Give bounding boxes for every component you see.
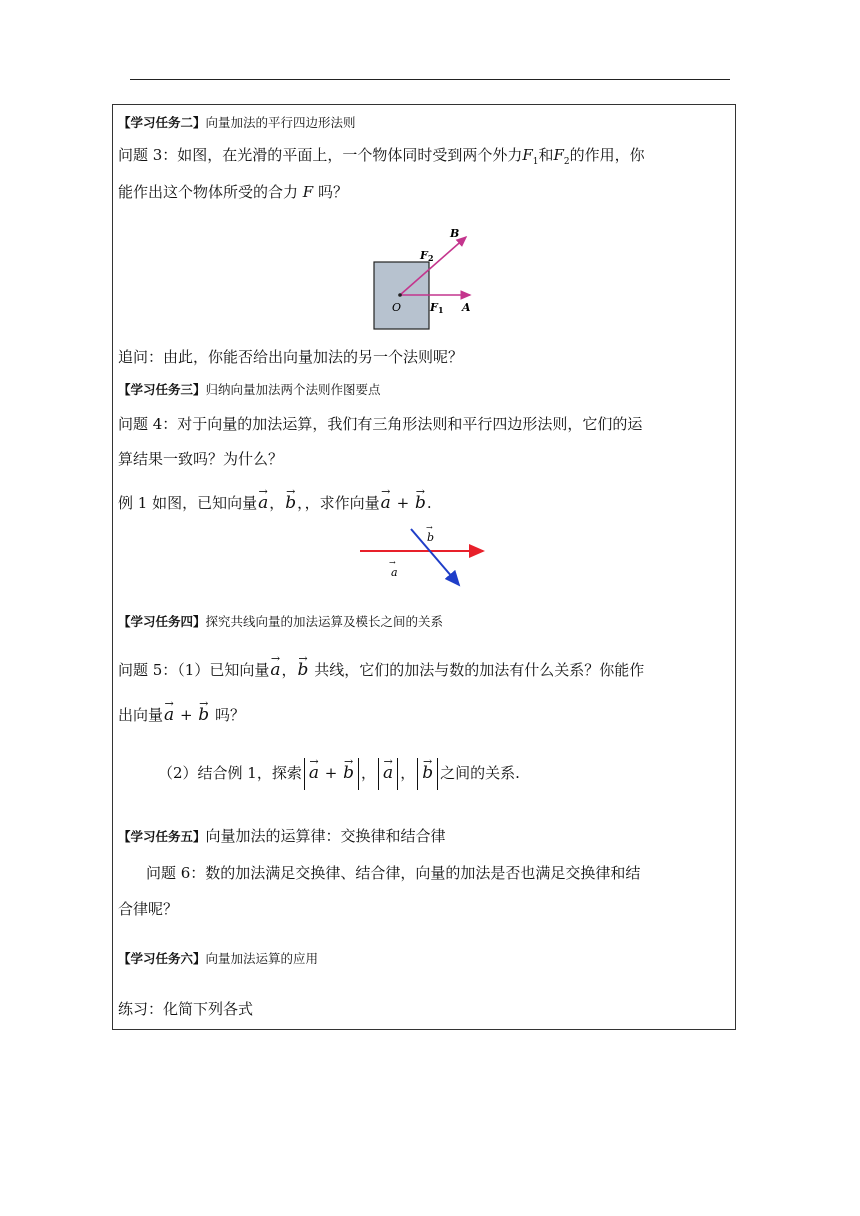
task2-tag: 【学习任务二】	[118, 115, 206, 130]
task5-heading: 【学习任务五】向量加法的运算律：交换律和结合律	[118, 827, 446, 845]
question-5-line1: 问题 5：（1）已知向量→ a，→ b 共线，它们的加法与数的加法有什么关系？你能作	[118, 660, 644, 680]
svg-text:2: 2	[428, 253, 434, 263]
header-rule	[130, 79, 730, 80]
figure-label-b: b	[427, 531, 435, 544]
question-4-line2: 算结果一致吗？为什么？	[118, 450, 284, 468]
origin-point	[398, 293, 402, 297]
label-f2: F	[420, 249, 428, 262]
example-figure	[355, 520, 495, 592]
question-3-line1: 问题 3：如图，在光滑的平面上，一个物体同时受到两个外力$F_1$和$F_2$的作用，你	[118, 146, 645, 167]
label-a: A	[462, 301, 471, 314]
vector-a: → a	[258, 493, 268, 513]
practice-line: 练习：化简下列各式	[118, 1000, 254, 1018]
vector-b-arrow	[411, 529, 459, 585]
vector-b: → b	[285, 493, 296, 513]
svg-text:→: →	[389, 558, 396, 567]
label-f1: F	[430, 301, 438, 314]
followup-question: 追问：由此，你能否给出向量加法的另一个法则呢？	[118, 348, 464, 366]
question-3-line2: 能作出这个物体所受的合力 F 吗？	[118, 183, 349, 201]
question-5-part2: （2）结合例 1，探索→ a + → b ，→ a ，→ b 之间的关系.	[158, 758, 520, 790]
abs-a: → a	[378, 758, 398, 790]
label-o: O	[392, 301, 402, 314]
task6-heading: 【学习任务六】向量加法运算的应用	[118, 951, 319, 966]
svg-text:1: 1	[438, 305, 444, 315]
task4-heading: 【学习任务四】探究共线向量的加法运算及模长之间的关系	[118, 614, 444, 629]
abs-b: → b	[417, 758, 438, 790]
question-6-line2: 合律呢？	[118, 900, 179, 918]
question-5-line2: 出向量→ a + → b 吗？	[118, 705, 245, 725]
task3-heading: 【学习任务三】归纳向量加法两个法则作图要点	[118, 382, 381, 397]
figure-label-a: a	[391, 566, 398, 579]
abs-a-plus-b: → a + → b	[304, 758, 359, 790]
svg-text:→: →	[426, 523, 433, 532]
question-4-line1: 问题 4：对于向量的加法运算，我们有三角形法则和平行四边形法则，它们的运	[118, 415, 643, 433]
force-figure	[360, 222, 500, 334]
task2-heading	[118, 113, 356, 133]
example-1: 例 1 如图，已知向量→ a，→ b，，求作向量→ a + → b.	[118, 493, 432, 513]
question-6-line1: 问题 6：数的加法满足交换律、结合律，向量的加法是否也满足交换律和结	[146, 864, 641, 882]
task2-title: 向量加法的平行四边形法则	[205, 115, 356, 130]
label-b: B	[450, 227, 460, 240]
